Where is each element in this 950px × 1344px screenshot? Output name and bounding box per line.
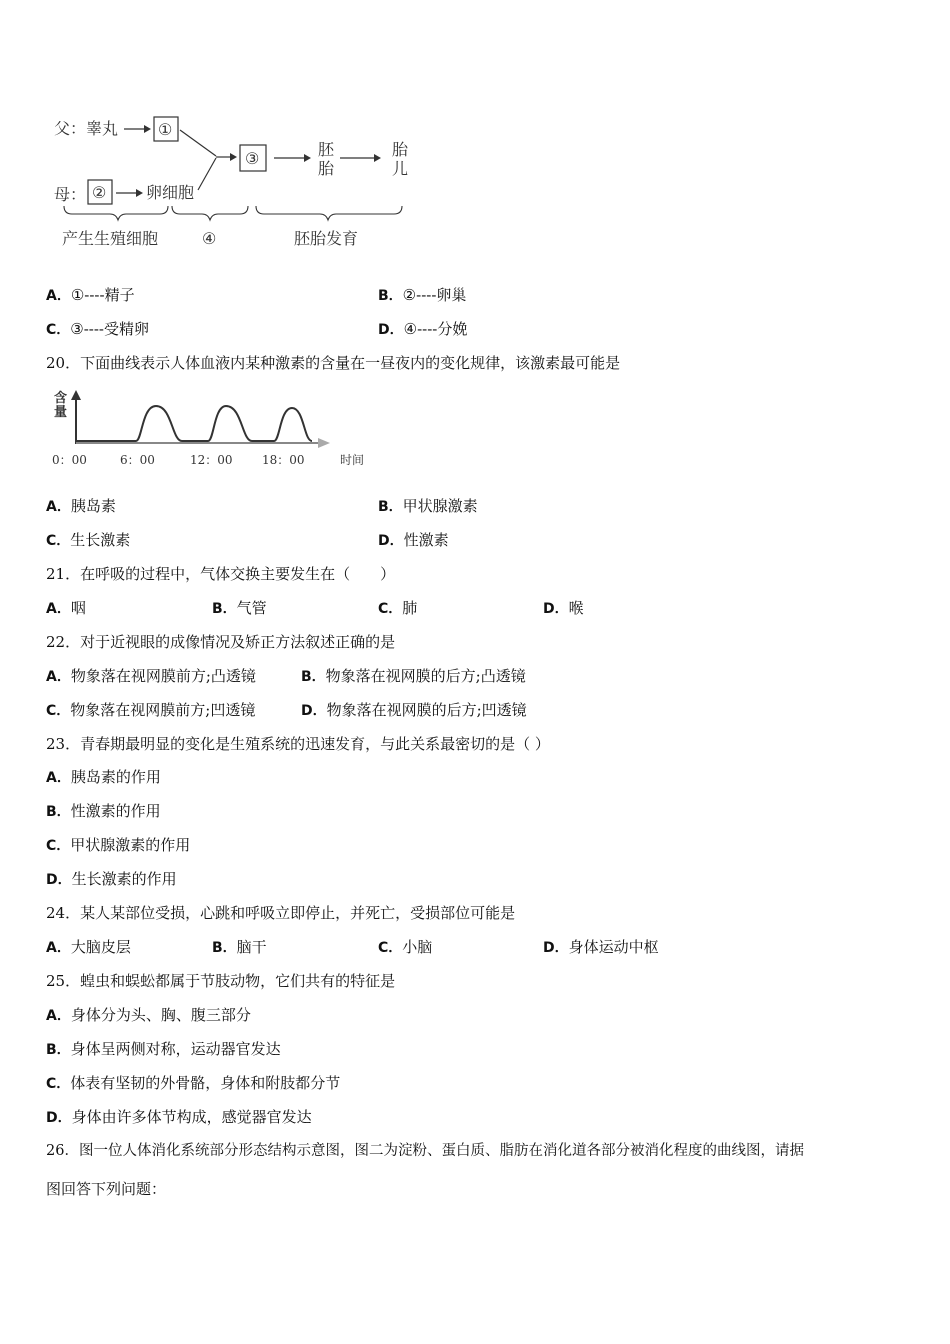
reproduction-flow-diagram (50, 108, 430, 258)
q24-option-d-text: 身体运动中枢 (568, 938, 659, 956)
q21-option-c-text: 肺 (402, 599, 418, 617)
q23-option-b-text: 性激素的作用 (70, 802, 161, 820)
q22-option-b-text: 物象落在视网膜的后方;凸透镜 (325, 667, 526, 685)
q25-option-c-text: 体表有坚韧的外骨骼，身体和附肢都分节 (70, 1074, 341, 1092)
q19-option-b-text: ②----卵巢 (402, 286, 467, 304)
q24-option-b[interactable]: B．脑干 (212, 938, 267, 956)
egg-cell-label: 卵细胞 (146, 183, 195, 202)
q20-option-a[interactable]: A．胰岛素 (46, 497, 116, 515)
q22-option-a[interactable]: A．物象落在视网膜前方;凸透镜 (46, 667, 256, 685)
hormone-curve-line (76, 406, 312, 441)
q24-option-c-text: 小脑 (402, 938, 433, 956)
brace-2 (172, 206, 248, 220)
q21-stem: 21．在呼吸的过程中，气体交换主要发生在（ ） (46, 565, 396, 583)
q21-option-d-text: 喉 (568, 599, 584, 617)
q22-stem: 22．对于近视眼的成像情况及矫正方法叙述正确的是 (46, 633, 396, 651)
q25-stem: 25．蝗虫和蜈蚣都属于节肢动物，它们共有的特征是 (46, 972, 396, 990)
q23-option-d-text: 生长激素的作用 (71, 870, 177, 888)
q22-option-c-text: 物象落在视网膜前方;凹透镜 (70, 701, 256, 719)
q24-option-c[interactable]: C．小脑 (378, 938, 433, 956)
q23-stem: 23．青春期最明显的变化是生殖系统的迅速发育，与此关系最密切的是（ ） (46, 735, 550, 753)
q22-option-d[interactable]: D．物象落在视网膜的后方;凹透镜 (301, 701, 527, 719)
box-3-label: ③ (245, 149, 260, 168)
q23-option-a-text: 胰岛素的作用 (70, 768, 161, 786)
x-axis-label: 时间 (340, 453, 365, 467)
box-1-label: ① (158, 120, 173, 139)
q25-option-b-text: 身体呈两侧对称，运动器官发达 (70, 1040, 281, 1058)
q21-option-b-text: 气管 (236, 599, 267, 617)
q19-option-a-text: ①----精子 (70, 286, 135, 304)
brace-3-label: 胚胎发育 (294, 229, 359, 248)
q22-option-b[interactable]: B．物象落在视网膜的后方;凸透镜 (301, 667, 526, 685)
q23-option-b[interactable]: B．性激素的作用 (46, 802, 161, 820)
q24-option-d[interactable]: D．身体运动中枢 (543, 938, 659, 956)
q20-option-d[interactable]: D．性激素 (378, 531, 449, 549)
q24-option-a[interactable]: A．大脑皮层 (46, 938, 131, 956)
q24-option-b-text: 脑干 (236, 938, 267, 956)
y-axis-label-1: 含 (54, 391, 68, 406)
father-label: 父：睾丸 (54, 119, 119, 138)
q19-option-b[interactable]: B．②----卵巢 (378, 286, 467, 304)
tick-12: 12：00 (190, 453, 233, 467)
q20-option-b[interactable]: B．甲状腺激素 (378, 497, 478, 515)
q20-option-d-text: 性激素 (403, 531, 449, 549)
q26-stem-line-2: 图回答下列问题： (46, 1180, 167, 1198)
q25-option-a[interactable]: A．身体分为头、胸、腹三部分 (46, 1006, 251, 1024)
q22-option-d-text: 物象落在视网膜的后方;凹透镜 (326, 701, 527, 719)
y-axis-label-2: 量 (54, 405, 68, 420)
q20-option-b-text: 甲状腺激素 (402, 497, 478, 515)
q26-stem-line-1: 26．图一位人体消化系统部分形态结构示意图，图二为淀粉、蛋白质、脂肪在消化道各部分被消化程度的曲线图，请据 (46, 1143, 804, 1159)
q22-option-a-text: 物象落在视网膜前方;凸透镜 (70, 667, 256, 685)
q19-option-a[interactable]: A．①----精子 (46, 286, 135, 304)
q24-stem: 24．某人某部位受损，心跳和呼吸立即停止，并死亡，受损部位可能是 (46, 904, 516, 922)
q19-option-d[interactable]: D．④----分娩 (378, 320, 468, 338)
mother-label: 母： (54, 185, 87, 204)
q25-option-c[interactable]: C．体表有坚韧的外骨骼，身体和附肢都分节 (46, 1074, 341, 1092)
embryo-label-1: 胚 (318, 140, 335, 159)
hormone-curve (48, 388, 378, 470)
q25-option-d-text: 身体由许多体节构成，感觉器官发达 (71, 1108, 312, 1126)
q25-option-a-text: 身体分为头、胸、腹三部分 (70, 1006, 251, 1024)
q20-stem: 20．下面曲线表示人体血液内某种激素的含量在一昼夜内的变化规律，该激素最可能是 (46, 354, 621, 372)
q19-option-c[interactable]: C．③----受精卵 (46, 320, 150, 338)
q21-option-a[interactable]: A．咽 (46, 599, 86, 617)
q21-option-d[interactable]: D．喉 (543, 599, 584, 617)
brace-1-label: 产生生殖细胞 (62, 229, 159, 248)
q25-option-d[interactable]: D．身体由许多体节构成，感觉器官发达 (46, 1108, 312, 1126)
tick-6: 6：00 (120, 453, 155, 467)
q25-option-b[interactable]: B．身体呈两侧对称，运动器官发达 (46, 1040, 281, 1058)
q19-option-d-text: ④----分娩 (403, 320, 468, 338)
q20-option-c-text: 生长激素 (70, 531, 131, 549)
tick-18: 18：00 (262, 453, 305, 467)
fetus-label-1: 胎 (392, 140, 409, 159)
q21-option-a-text: 咽 (70, 599, 86, 617)
tick-0: 0：00 (52, 453, 87, 467)
q21-option-b[interactable]: B．气管 (212, 599, 267, 617)
q24-option-a-text: 大脑皮层 (70, 938, 131, 956)
q23-option-d[interactable]: D．生长激素的作用 (46, 870, 177, 888)
brace-3 (256, 206, 402, 220)
fetus-label-2: 儿 (392, 159, 409, 178)
embryo-label-2: 胎 (318, 159, 335, 178)
q23-option-c-text: 甲状腺激素的作用 (70, 836, 191, 854)
q21-option-c[interactable]: C．肺 (378, 599, 418, 617)
q20-option-c[interactable]: C．生长激素 (46, 531, 131, 549)
q22-option-c[interactable]: C．物象落在视网膜前方;凹透镜 (46, 701, 256, 719)
q23-option-a[interactable]: A．胰岛素的作用 (46, 768, 161, 786)
brace-1 (64, 206, 168, 220)
box-2-label: ② (92, 183, 107, 202)
q19-option-c-text: ③----受精卵 (70, 320, 150, 338)
q23-option-c[interactable]: C．甲状腺激素的作用 (46, 836, 191, 854)
brace-2-label: ④ (202, 229, 217, 248)
q20-option-a-text: 胰岛素 (70, 497, 116, 515)
